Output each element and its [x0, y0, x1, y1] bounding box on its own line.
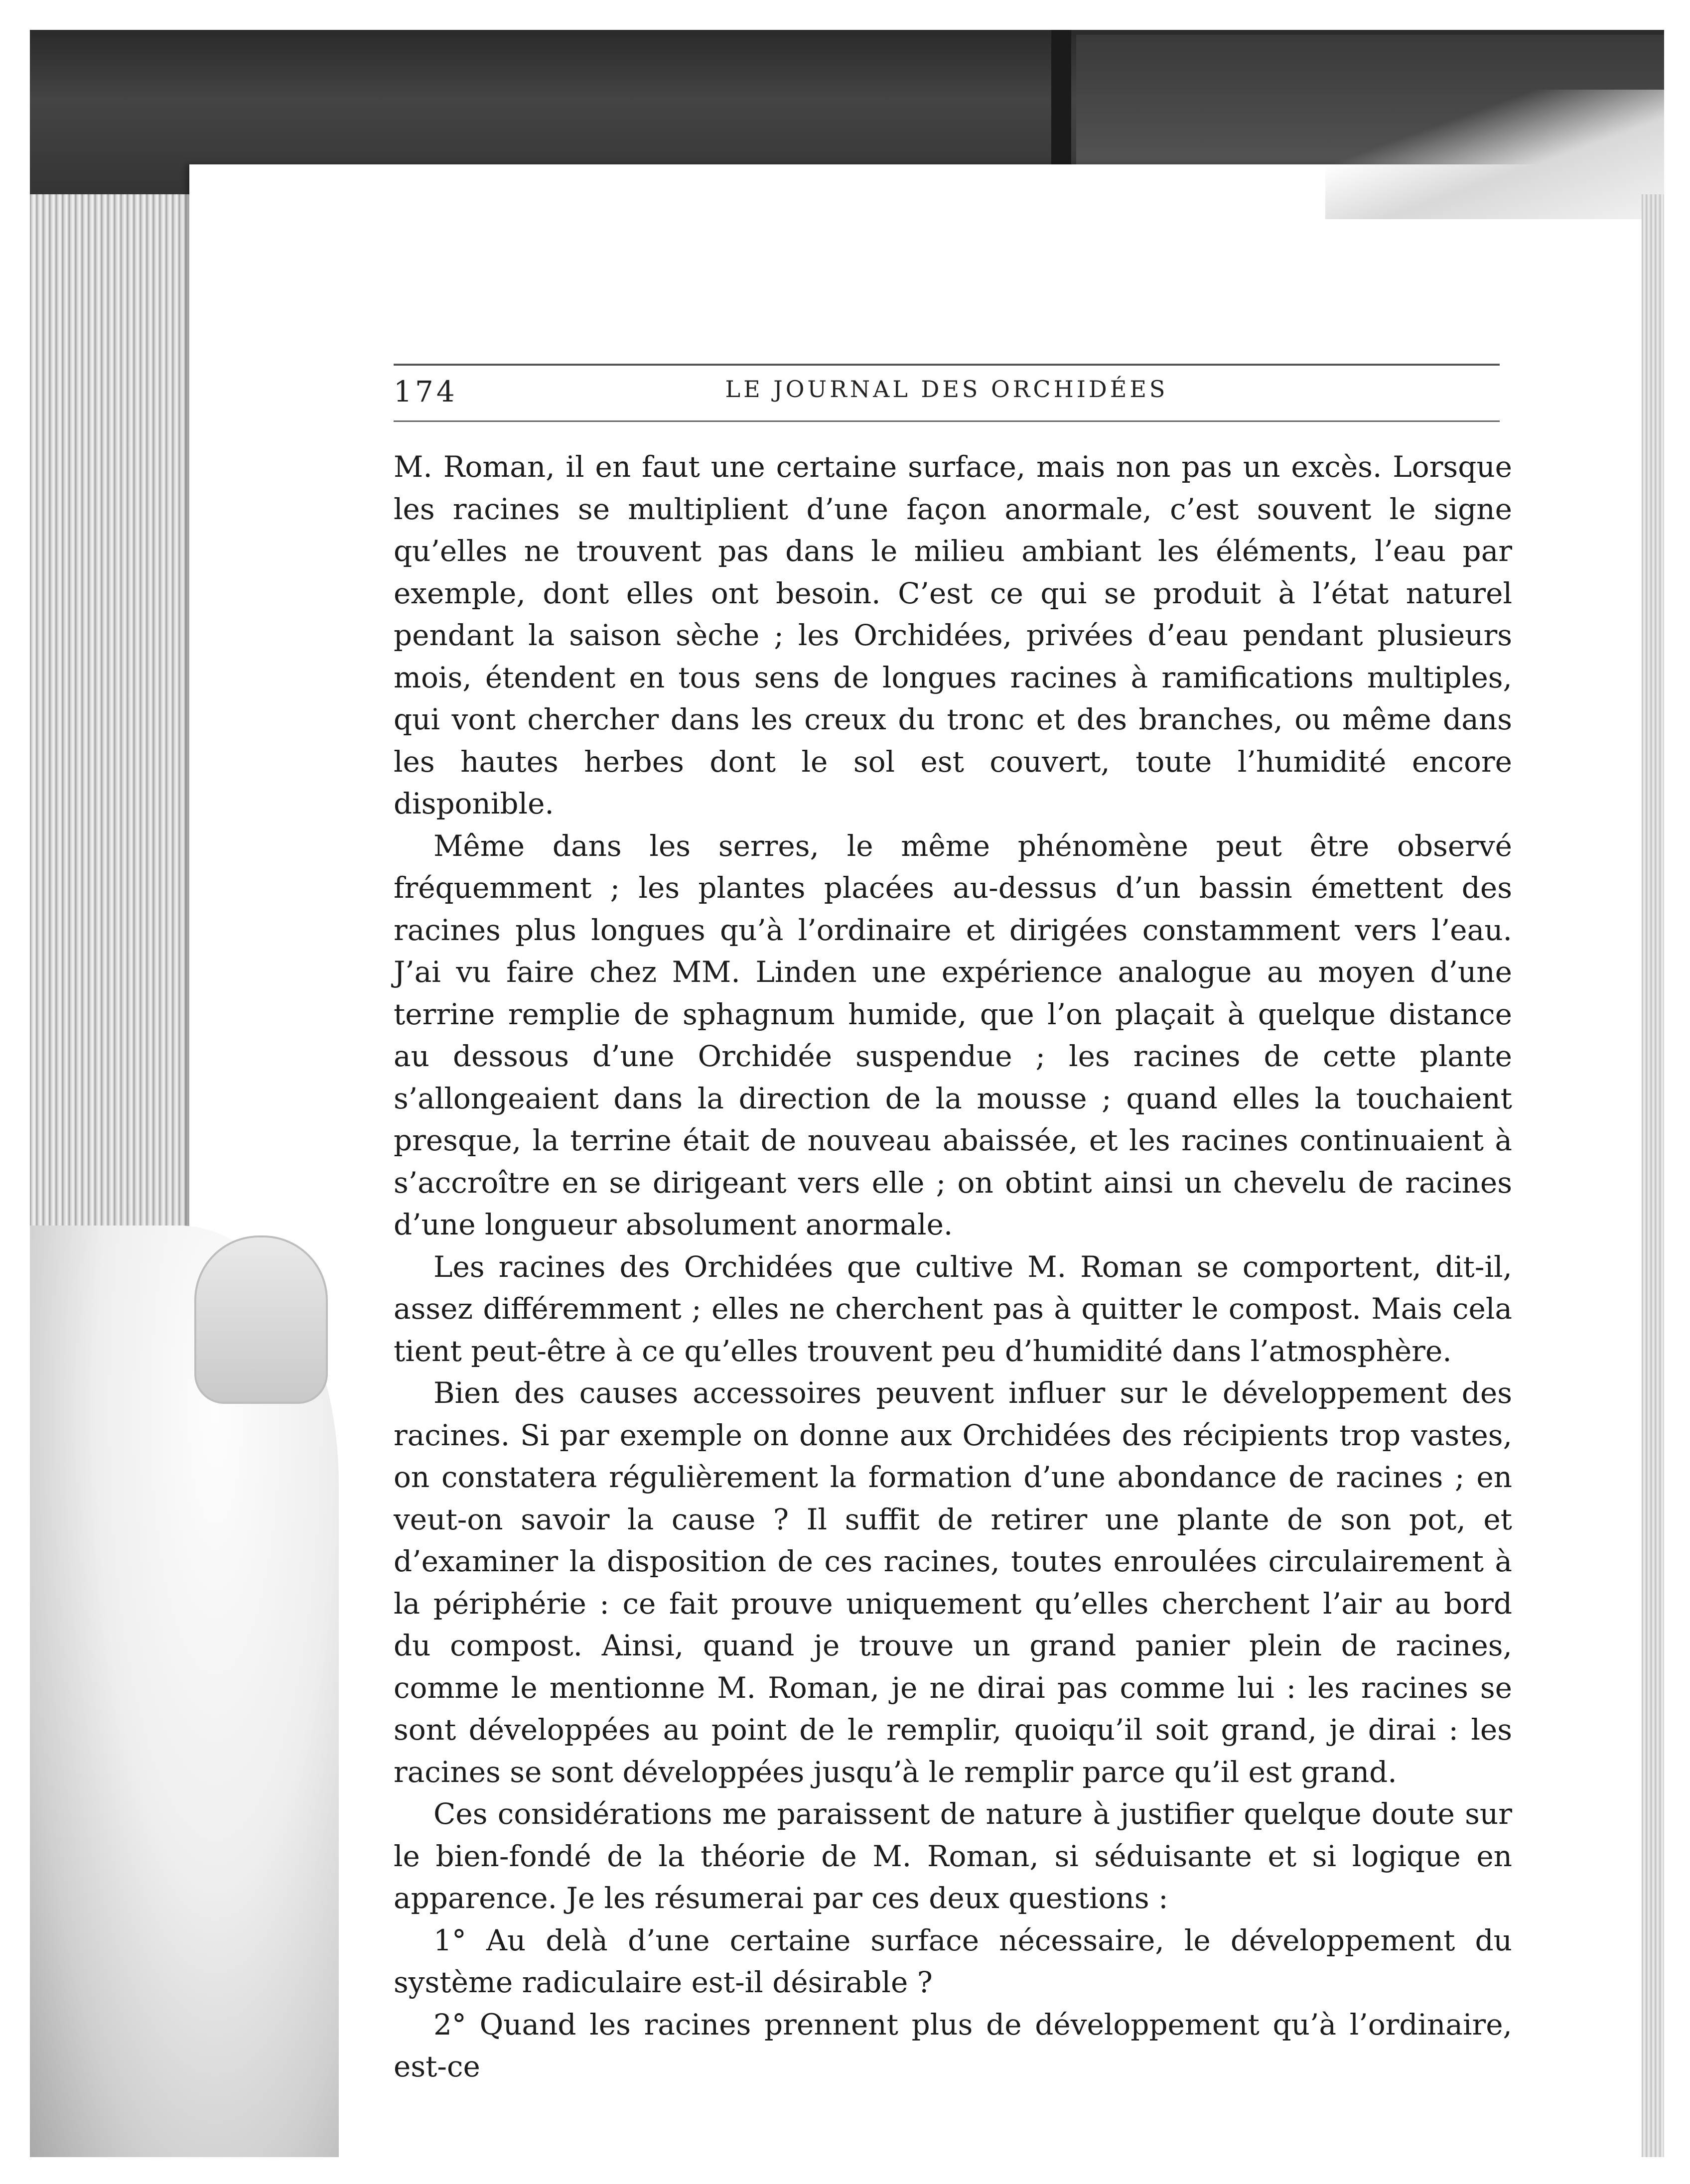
journal-title: LE JOURNAL DES ORCHIDÉES: [725, 376, 1168, 403]
page-number: 174: [394, 375, 458, 409]
question-1: 1° Au delà d’une certaine surface nécessaire, le développement du système radiculaire est-il désirable ?: [394, 1923, 1512, 1999]
question-2: 2° Quand les racines prennent plus de développement qu’à l’ordinaire, est-ce: [394, 2007, 1512, 2083]
thumb-nail: [194, 1235, 328, 1404]
book-right-edge: [1642, 194, 1664, 2157]
paragraph-4: Bien des causes accessoires peuvent influer sur le développement des racines. Si par exemple on donne aux Orchidées des récipients trop vastes, on constatera régulièrement la formation d’une abondance de racines ; en veut-on savoir la cause ? Il suffit de retirer une plante de son pot, et d’examiner la disposition de ces racines, toutes enroulées circulairement à la périphérie : ce fait prouve uniquement qu’elles cherchent l’air au bord du compost. Ainsi, quand je trouve un grand panier plein de racines, comme le mentionne M. Roman, je ne dirai pas comme lui : les racines se sont développées au point de le remplir, quoiqu’il soit grand, je dirai : les racines se sont développées jusqu’à le remplir parce qu’il est grand.: [394, 1376, 1512, 1789]
paragraph-1: M. Roman, il en faut une certaine surface, mais non pas un excès. Lorsque les racines se multiplient d’une façon anormale, c’est souvent le signe qu’elles ne trouvent pas dans le milieu ambiant les éléments, l’eau par exemple, dont elles ont besoin. C’est ce qui se produit à l’état naturel pendant la saison sèche ; les Orchidées, privées d’eau pendant plusieurs mois, étendent en tous sens de longues racines à ramifications multiples, qui vont chercher dans les creux du tronc et des branches, ou même dans les hautes herbes dont le sol est couvert, toute l’humidité encore disponible.: [394, 450, 1512, 820]
paragraph-3: Les racines des Orchidées que cultive M. Roman se comportent, dit-il, assez différemment ; elles ne cherchent pas à quitter le compost. Mais cela tient peut-être à ce qu’elles trouvent peu d’humidité dans l’atmosphère.: [394, 1249, 1512, 1368]
paragraph-2: Même dans les serres, le même phénomène peut être observé fréquemment ; les plantes placées au-dessus d’un bassin émettent des racines plus longues qu’à l’ordinaire et dirigées constamment vers l’eau. J’ai vu faire chez MM. Linden une expérience analogue au moyen d’une terrine remplie de sphagnum humide, que l’on plaçait à quelque distance au dessous d’une Orchidée suspendue ; les racines de cette plante s’allongeaient dans la direction de la mousse ; quand elles la touchaient presque, la terrine était de nouveau abaissée, et les racines continuaient à s’accroître en se dirigeant vers elle ; on obtint ainsi un chevelu de racines d’une longueur absolument anormale.: [394, 828, 1512, 1241]
running-head: [394, 364, 1500, 422]
body-text: [394, 446, 1512, 2088]
paragraph-5: Ces considérations me paraissent de nature à justifier quelque doute sur le bien-fondé de la théorie de M. Roman, si séduisante et si logique en apparence. Je les résumerai par ces deux questions :: [394, 1797, 1512, 1915]
page-corner-fold: [1325, 90, 1664, 219]
